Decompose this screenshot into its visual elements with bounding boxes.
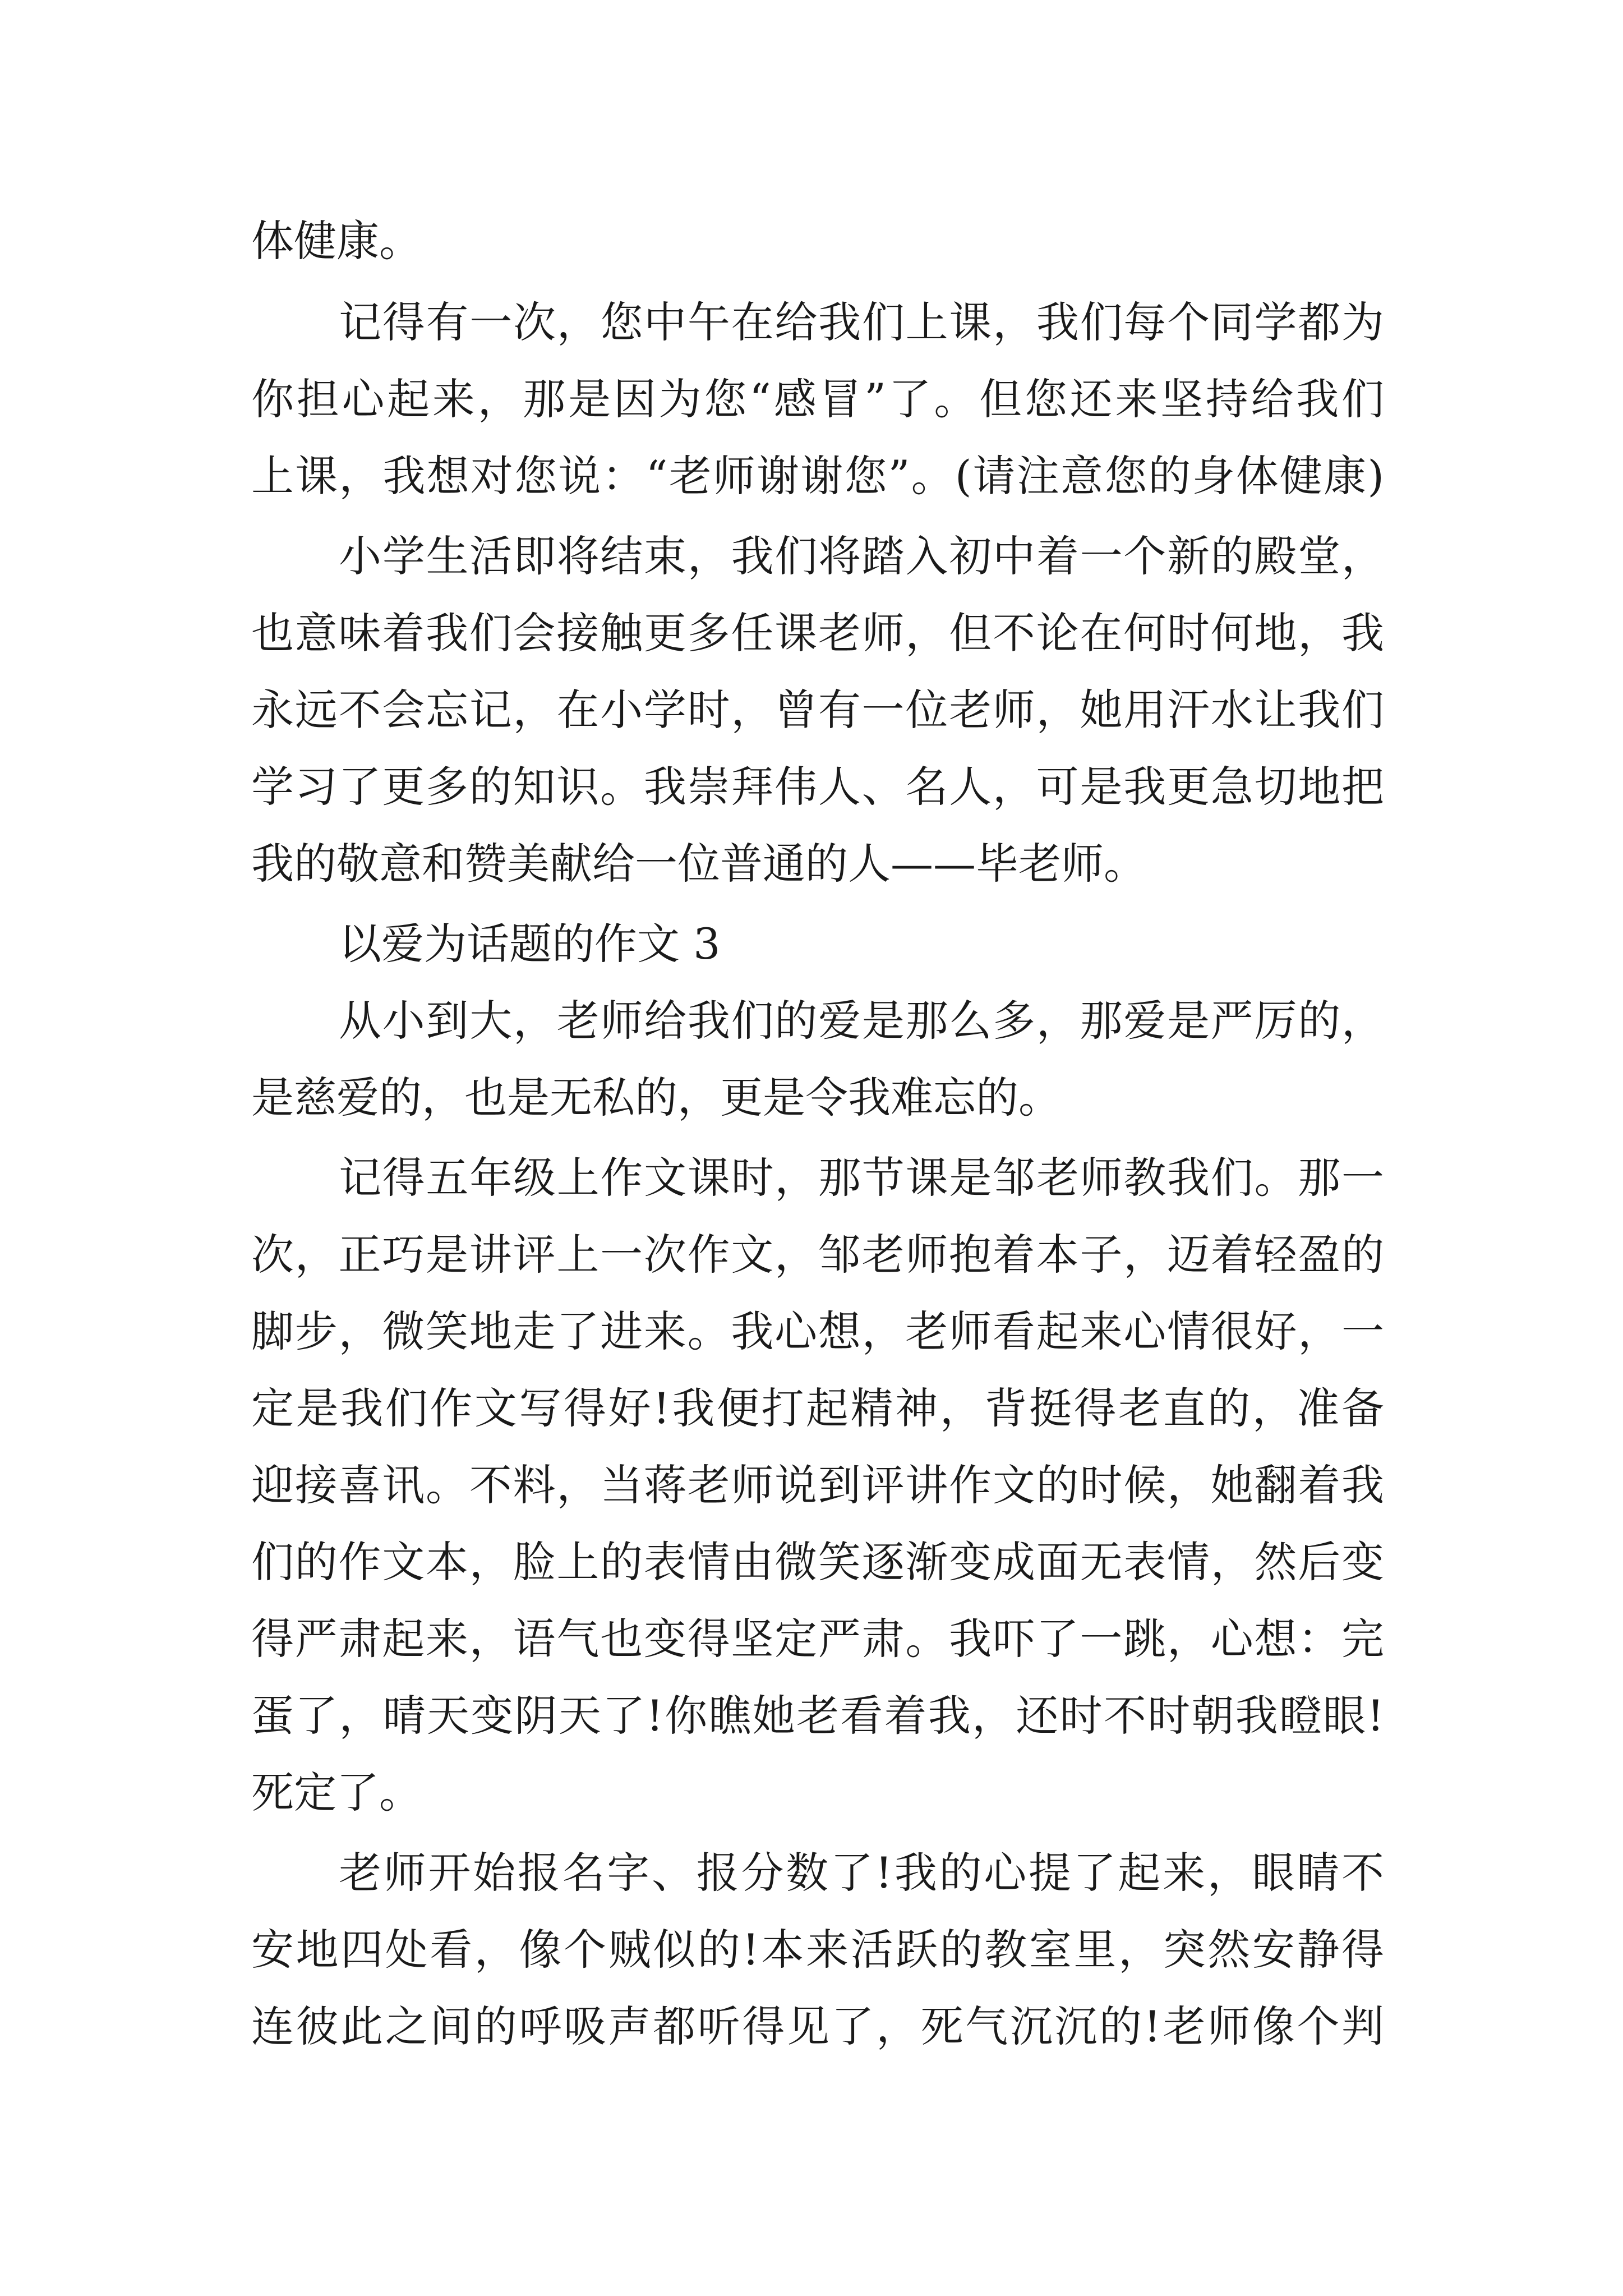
paragraph-start-line: 从小到大，老师给我们的爱是那么多，那爱是严厉的，: [339, 996, 1384, 1046]
paragraph-start-line: 老师开始报名字、报分数了!我的心提了起来，眼睛不: [339, 1848, 1384, 1898]
text-line: 们的作文本，脸上的表情由微笑逐渐变成面无表情，然后变: [251, 1537, 1384, 1587]
text-line: 安地四处看，像个贼似的!本来活跃的教室里，突然安静得: [251, 1925, 1384, 1975]
text-line: 我的敬意和赞美献给一位普通的人——毕老师。: [251, 839, 1146, 889]
text-line: 定是我们作文写得好!我便打起精神，背挺得老直的，准备: [251, 1383, 1384, 1433]
text-line: 迎接喜讯。不料，当蒋老师说到评讲作文的时候，她翻着我: [251, 1460, 1384, 1510]
text-line: 永远不会忘记，在小学时，曾有一位老师，她用汗水让我们: [251, 685, 1384, 735]
text-line: 上课，我想对您说：“老师谢谢您”。(请注意您的身体健康): [251, 451, 1384, 501]
text-line: 次，正巧是讲评上一次作文，邹老师抱着本子，迈着轻盈的: [251, 1230, 1384, 1280]
text-line: 也意味着我们会接触更多任课老师，但不论在何时何地，我: [251, 608, 1384, 658]
text-line: 蛋了，晴天变阴天了!你瞧她老看着我，还时不时朝我瞪眼!: [251, 1691, 1384, 1741]
text-line: 死定了。: [251, 1768, 422, 1818]
text-line: 脚步，微笑地走了进来。我心想，老师看起来心情很好，一: [251, 1306, 1384, 1356]
paragraph-start-line: 记得有一次，您中午在给我们上课，我们每个同学都为: [339, 297, 1384, 347]
text-line: 是慈爱的，也是无私的，更是令我难忘的。: [251, 1073, 1061, 1122]
text-line: 得严肃起来，语气也变得坚定严肃。我吓了一跳，心想：完: [251, 1614, 1384, 1664]
text-line: 学习了更多的知识。我崇拜伟人、名人，可是我更急切地把: [251, 762, 1384, 812]
paragraph-start-line: 记得五年级上作文课时，那节课是邹老师教我们。那一: [339, 1153, 1384, 1203]
text-line: 你担心起来，那是因为您“感冒”了。但您还来坚持给我们: [251, 374, 1384, 424]
text-line: 连彼此之间的呼吸声都听得见了，死气沉沉的!老师像个判: [251, 2001, 1384, 2051]
text-line: 体健康。: [251, 216, 422, 266]
section-heading: 以爱为话题的作文 3: [339, 919, 721, 969]
paragraph-start-line: 小学生活即将结束，我们将踏入初中着一个新的殿堂，: [339, 531, 1384, 581]
